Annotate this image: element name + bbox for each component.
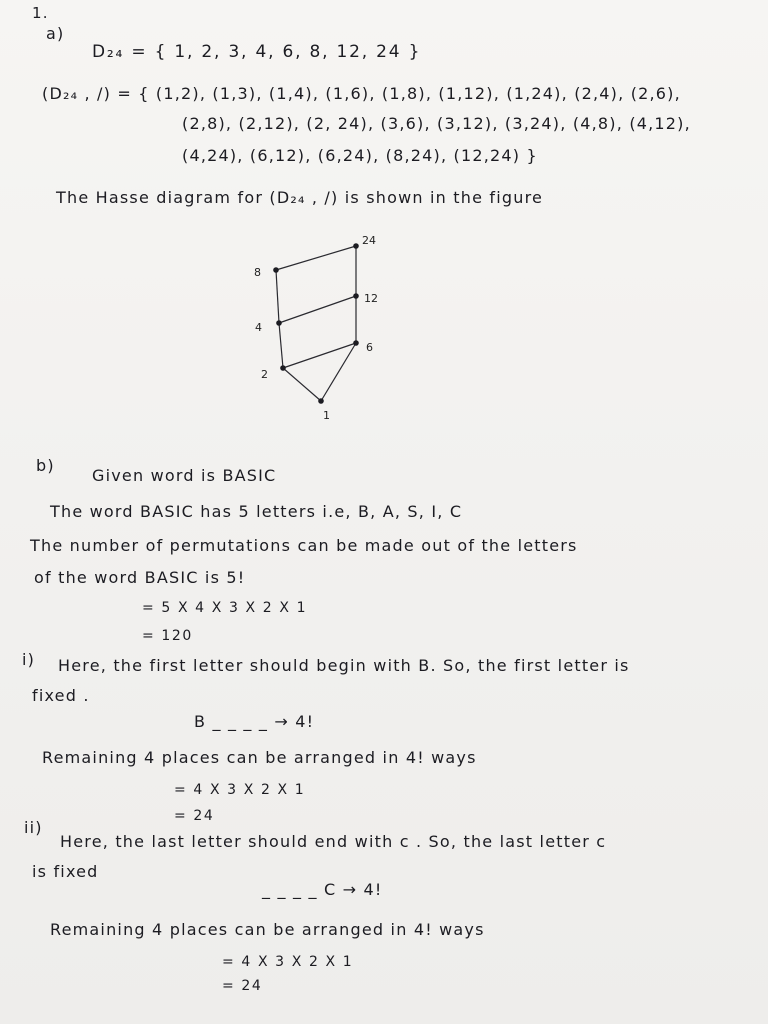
hasse-node-label-12: 12 <box>364 292 378 305</box>
hasse-edge-2-6 <box>283 343 356 368</box>
hasse-node-4 <box>276 320 282 326</box>
part-b-ii-calc-1: = 4 X 3 X 2 X 1 <box>222 954 354 970</box>
part-b-i-calc-1: = 4 X 3 X 2 X 1 <box>174 782 306 798</box>
given-word-line: Given word is BASIC <box>92 466 277 485</box>
part-b-ii-slots: _ _ _ _ C → 4! <box>262 880 383 899</box>
part-b-i-calc-2: = 24 <box>174 808 215 824</box>
hasse-node-8 <box>273 267 279 273</box>
hasse-node-label-8: 8 <box>254 266 261 279</box>
part-b-i-line-1: Here, the first letter should begin with B. So, the first letter is <box>58 656 630 675</box>
d24-set-line: D₂₄ = { 1, 2, 3, 4, 6, 8, 12, 24 } <box>92 42 422 62</box>
hasse-node-2 <box>280 365 286 371</box>
hasse-edge-8-24 <box>276 246 356 270</box>
relation-line-1: (D₂₄ , /) = { (1,2), (1,3), (1,4), (1,6), (1,8), (1,12), (1,24), (2,4), (2,6), <box>42 84 681 103</box>
calculation-line-2: = 120 <box>142 628 193 644</box>
letters-line: The word BASIC has 5 letters i.e, B, A, S, I, C <box>50 502 463 521</box>
part-a-label: a) <box>46 24 65 43</box>
hasse-node-label-24: 24 <box>362 234 376 247</box>
part-b-label: b) <box>36 456 55 475</box>
relation-line-3: (4,24), (6,12), (6,24), (8,24), (12,24) } <box>182 146 538 165</box>
hasse-node-12 <box>353 293 359 299</box>
permutations-line-1: The number of permutations can be made out of the letters <box>30 536 578 555</box>
permutations-line-2: of the word BASIC is 5! <box>34 568 246 587</box>
part-b-i-remaining: Remaining 4 places can be arranged in 4! ways <box>42 748 477 767</box>
part-b-ii-line-2: is fixed <box>32 862 99 881</box>
part-b-ii-marker: ii) <box>24 818 43 837</box>
hasse-node-label-6: 6 <box>366 341 373 354</box>
hasse-node-label-4: 4 <box>255 321 262 334</box>
hasse-node-label-1: 1 <box>323 409 330 422</box>
relation-line-2: (2,8), (2,12), (2, 24), (3,6), (3,12), (3,24), (4,8), (4,12), <box>182 114 691 133</box>
hasse-node-1 <box>318 398 324 404</box>
part-b-i-line-2: fixed . <box>32 686 90 705</box>
hasse-edge-1-6 <box>321 343 356 401</box>
hasse-caption: The Hasse diagram for (D₂₄ , /) is shown in the figure <box>56 188 544 207</box>
hasse-node-24 <box>353 243 359 249</box>
hasse-node-label-2: 2 <box>261 368 268 381</box>
hasse-node-6 <box>353 340 359 346</box>
part-b-ii-line-1: Here, the last letter should end with c . So, the last letter c <box>60 832 607 851</box>
question-number: 1. <box>32 4 49 22</box>
hasse-edge-4-8 <box>276 270 279 323</box>
part-b-i-slots: B _ _ _ _ → 4! <box>194 712 315 731</box>
part-b-ii-remaining: Remaining 4 places can be arranged in 4! ways <box>50 920 485 939</box>
part-b-ii-calc-2: = 24 <box>222 978 263 994</box>
part-b-i-marker: i) <box>22 650 36 669</box>
hasse-edge-4-12 <box>279 296 356 323</box>
hasse-edge-2-4 <box>279 323 283 368</box>
hasse-edge-1-2 <box>283 368 321 401</box>
calculation-line-1: = 5 X 4 X 3 X 2 X 1 <box>142 600 308 616</box>
